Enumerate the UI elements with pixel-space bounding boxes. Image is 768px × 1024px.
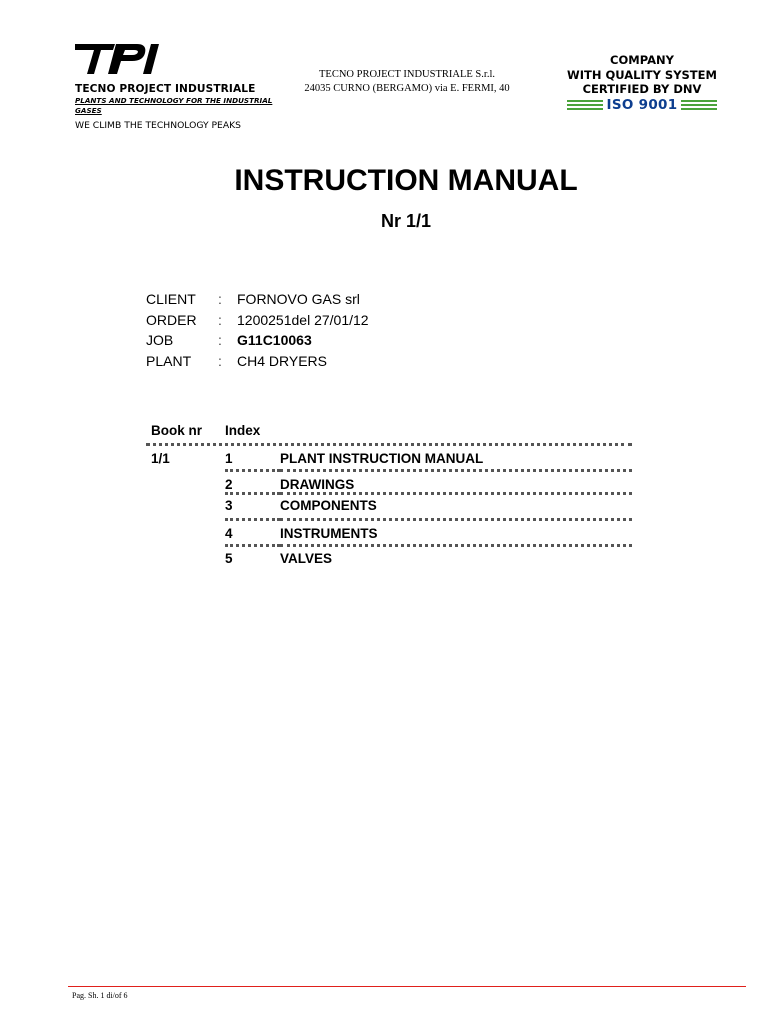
table-row: [146, 495, 632, 521]
row-index: 3: [225, 495, 280, 521]
certification-badge: [552, 53, 732, 112]
index-table: [146, 421, 632, 571]
row-book: [146, 547, 225, 571]
info-label: ORDER: [146, 311, 197, 328]
row-name: COMPONENTS: [280, 495, 632, 521]
row-index: 4: [225, 521, 280, 547]
iso-left-lines: [567, 100, 603, 110]
document-title: INSTRUCTION MANUAL: [234, 164, 578, 197]
header-book-nr: Book nr: [151, 423, 203, 438]
company-name: TECNO PROJECT INDUSTRIALE: [75, 83, 256, 95]
info-label: CLIENT: [146, 291, 196, 307]
row-book: [146, 472, 225, 495]
table-row: [146, 547, 632, 571]
address-line-2: 24035 CURNO (BERGAMO) via E. FERMI, 40: [304, 83, 510, 94]
info-value: G11C10063: [237, 332, 312, 348]
info-colon: :: [218, 311, 222, 328]
table-row: [146, 472, 632, 495]
info-row-client: [146, 289, 369, 310]
row-book: [146, 521, 225, 547]
table-row: [146, 446, 632, 472]
company-tagline: PLANTS AND TECHNOLOGY FOR THE INDUSTRIAL GASES: [75, 96, 273, 115]
row-name: DRAWINGS: [280, 472, 632, 495]
info-block: [146, 289, 369, 371]
iso-right-lines: [681, 100, 717, 110]
row-name: VALVES: [280, 551, 333, 566]
row-name: PLANT INSTRUCTION MANUAL: [280, 446, 632, 472]
info-colon: :: [218, 291, 222, 307]
cert-line-1: COMPANY: [610, 53, 674, 67]
info-row-order: [146, 310, 369, 331]
row-index: 2: [225, 472, 280, 495]
cert-line-2: WITH QUALITY SYSTEM: [567, 67, 717, 82]
header-index: Index: [225, 423, 261, 438]
row-name: INSTRUMENTS: [280, 521, 632, 547]
table-header: [146, 421, 632, 446]
row-book: [146, 495, 225, 521]
table-row: [146, 521, 632, 547]
info-label: JOB: [146, 332, 174, 348]
info-colon: :: [218, 352, 222, 369]
company-logo: [75, 44, 275, 132]
row-index: 1: [225, 446, 280, 472]
page-number: Pag. Sh. 1 di/of 6: [72, 991, 128, 1000]
info-value: FORNOVO GAS srl: [237, 291, 360, 307]
info-row-job: [146, 330, 369, 351]
row-book: 1/1: [151, 451, 170, 466]
company-address: [282, 68, 532, 96]
info-colon: :: [218, 332, 222, 348]
company-motto: WE CLIMB THE TECHNOLOGY PEAKS: [75, 120, 241, 131]
iso-mark: [552, 98, 732, 113]
info-label: PLANT: [146, 352, 192, 369]
info-row-plant: [146, 351, 369, 372]
iso-text: ISO 9001: [606, 96, 678, 113]
document-subtitle: Nr 1/1: [380, 211, 432, 231]
tpi-logo-mark: [75, 44, 159, 74]
footer-divider: [68, 986, 746, 987]
info-value: 1200251del 27/01/12: [237, 311, 369, 328]
info-value: CH4 DRYERS: [237, 352, 327, 369]
header-spacer: [280, 421, 632, 443]
cert-line-3: CERTIFIED BY DNV: [582, 82, 702, 96]
address-line-1: TECNO PROJECT INDUSTRIALE S.r.l.: [319, 69, 495, 80]
row-index: 5: [225, 551, 233, 566]
